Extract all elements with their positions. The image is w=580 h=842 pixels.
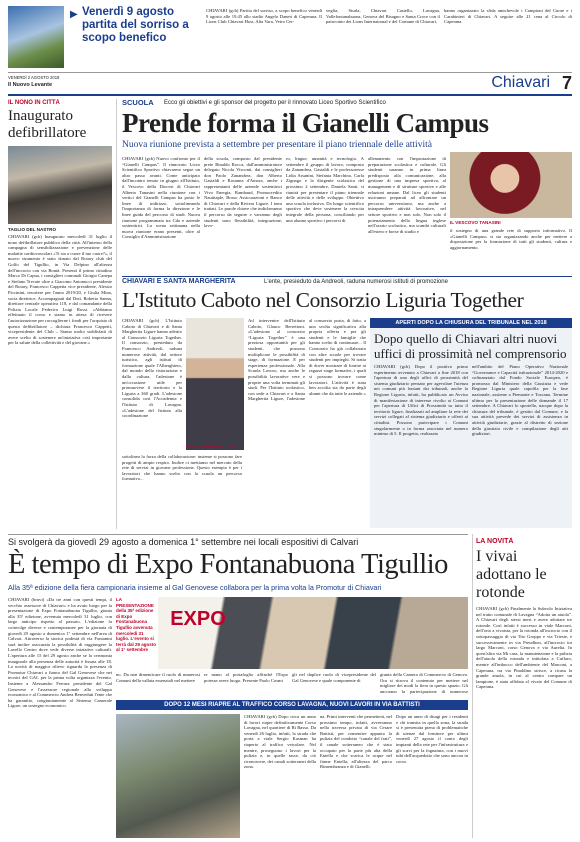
- masthead-rule: [8, 72, 572, 73]
- scuola-photo-caption: IL VESCOVO TANASINI: [450, 220, 501, 225]
- scuola-col5: il sostegno di una grande rete di supporto informativo. Il «Gianelli Campus» si sta organizzando anche per mettere a disposizione per la formazione di tutti gli studenti, cultura e aggiornamento.: [450, 228, 572, 250]
- cabot-band-main: CHIAVARI E SANTA MARGHERITA: [122, 278, 236, 285]
- scuola-tag: SCUOLA: [122, 98, 154, 107]
- teaser-headline: Venerdì 9 agosto partita del sorriso a scopo benefico: [82, 6, 189, 44]
- expo-col2: no. Da non dimenticare il ruolo di numerosi Comuni della vallata essenziali nel mettere: [116, 672, 200, 683]
- traffico-col3: Dopo un anno di disagi per i residenti e chi transita in quella zona, la strada si è presentata piena di problematiche di utenze dal fornitore per ultimi venerdì 27 agosto il conto degli impianti della rete per l'infrastruttura e gli scavi per la fognatura, con i nuovi tubi dell'acquedotto che sono ancora in corso.: [396, 714, 468, 764]
- sidebar-photo-caption: TAGLIO DEL NASTRO: [8, 227, 57, 232]
- teaser-col1: CHIAVARI (gcb) Partita del sorriso, a scopo benefico venerdì 9 agosto alle 19.45 allo stadio Angelo Daneri di Caperana. Il Lions Club Chiavari Host, Alta Vara, Vetro Cer-: [206, 8, 322, 25]
- expo-col4: gli nel duplice ruolo di vicepresidente del Gal Genovese e quale componente di: [292, 672, 376, 683]
- expo-col3: re mano al portafoglio affinché l'Expo potesse avere luogo. Presente Paolo Cosmi: [204, 672, 288, 683]
- traffico-col1: CHIAVARI (gcb) Dopo circa un anno di lavori riapre definitivamente Corso Lavagna, nel quartiere di Rì Basso. Da venerdì 26 luglio, infatti, la strada che porta a viale Sergio Kasman ha riaperto al traffico veicolare. Nel mentre, proseguono i lavori per la pulizia e, in quelle tasse, da ciò riconoscere, dei canali sotterranei della zona.: [244, 714, 316, 770]
- scuola-kicker: Ecco gli obiettivi e gli sponsor del progetto per il rinnovato Liceo Sportivo Scientifico: [164, 100, 386, 106]
- sidebar-body: CHIAVARI (gcb) Inaugurato mercoledì 31 luglio il nono defibrillatore pubblico della città. All'interno della campagna di sensibilizzazione e prevenzione delle malattie cardiovascolari «Ti sta a cuore il tuo cuore?», il nuovo strumento è stato donato dal Rotary club del Golfo del Tigullio, in Via Delpino all'altezza dell'incrocio con via Bontà. Presenti il primo cittadino Marco Di Capua, i consiglieri comunali Giorgio Canepa e Stefano Trecate oltre a Giacomo Antonucci presidente del Rotary, Francesco Cappetta vice presidente, Alessio Piccinini, tesoriere per l'anno 2019/20, e Giulia Mina, socia direttrice. Accompagnati dal Dott. Roberto Sanna, direttore centrale operativa 118, e dal comandante della Polizia Locale Federico Luigi Rossi. «Abbiamo effettuato il corso e siamo in attesa di ricevere l'autorizzazione per raccoglierne i fondi per l'acquisto di questo defibrillatore – dichiara Francesco Cappetti, vicepresidente del Club – Siamo molto soddisfatti di avere scelto di sostenere un'iniziativa così importante per la salute della collettività e del giovane.»: [8, 234, 112, 346]
- masthead-paper: Il Nuovo Levante: [8, 82, 53, 88]
- expo-photo-caption: LA PRESENTAZIONE della 35ª edizione di Expo Fontanabuona Tigullio avvenuta mercoledì 31 luglio. L'evento si terrà dal 29 agosto al 1° settembre: [116, 597, 156, 653]
- sidebar-photo: [8, 146, 112, 224]
- traffico-photo: [116, 714, 240, 838]
- scuola-col2: della scuola, composto dal presidente prete Rinaldo Rocca, dall'amministratore delegato Nicola Visconti, dai consiglieri don Paolo Zanandrea, don Alberto Gastaldi e Rosanna d'Amora, anche i rappresentanti delle aziende sostenitrici Vivo Energia, Rambaud, Promocredito Nautitaple, Bosso Assicurazioni e Banco di Chiavari e della Riviera Ligure. I temi trattati. Le parole chiave che indicheranno il percorso da seguire e varranno degli studenti sono flessibilità, integrazione, lavo-: [204, 156, 282, 229]
- box-uffici-band: APERTI DOPO LA CHIUSURA DEL TRIBUNALE NEL 2018: [370, 318, 572, 328]
- teaser-col3: hanno organizzato la sfida amichevole i Campioni del Cuore e i Carabinieri di Chiavari. A seguire alle 21 cena al Circolo di Caperana.: [444, 8, 572, 25]
- cabot-photo: [186, 318, 244, 450]
- expo-col5: giunta della Camera di Commercio di Genova. Ora si ritrova il contenuto per mettere nel migliore dei modi la fiera in questo spazio. Gli ancorano la partecipazione di numerose: [380, 672, 468, 694]
- traffico-band: DOPO 12 MESI RIAPRE AL TRAFFICO CORSO LAVAGNA, NUOVI LAVORI IN VIA BATTISTI: [116, 700, 468, 710]
- expo-kicker: Si svolgerà da giovedì 29 agosto a domenica 1° settembre nei locali espositivi di Calvari: [8, 537, 359, 547]
- teaser-arrow-icon: ▶: [70, 10, 78, 20]
- novita-tag: LA NOVITÀ: [476, 538, 514, 545]
- expo-logo: EXPO: [170, 608, 226, 630]
- cabot-band-kicker: L'ente, presieduto da Andreoli, raduna numerosi istituti di promozione: [264, 279, 448, 285]
- scuola-subtitle: Nuova riunione prevista a settembre per presentare il piano triennale delle attività: [122, 140, 432, 150]
- cabot-title: L'Istituto Caboto nel Consorzio Liguria Together: [122, 288, 524, 312]
- novita-divider: [472, 534, 473, 838]
- box-uffici-col2: nell'ambito del Piano Operativo Nazionale “Governance e Capacità istituzionale” 2014-2020 e cofinanziato dal Fondo Sociale Europeo, è promosso dal Ministero della Giustizia e vede Regione Liguria quale capofila per la fase nazionale, assieme a Piemonte e Toscana. Termine ultimo per la presentazione delle domande il 17 settembre. A Chiavari lo sportello, nacque dopo la chiusura del tribunale, è gestito dal Comune, e la sua attività prevede dei servizi di assistenza in attività giudiziarie, grazie al distretto di sezione della giustizia civile e compilazione degli atti giudiziari.: [472, 364, 568, 437]
- teaser-col2: veglia, Sturla, Chiavari Castello, Lavagna, Vallefontanabuona, Genova del Bisagno e Santa Croce con il patrocinio dei Lions International e del Comune di Chiavari,: [326, 8, 440, 25]
- scuola-title: Prende forma il Gianelli Campus: [122, 108, 489, 138]
- teaser-photo: [8, 6, 64, 68]
- cabot-col1: CHIAVARI (gcb) L'Istituto Caboto di Chiavari e di Santa Margherita Ligure hanno aderito al Consorzio Liguria Together. Il consorzio, presieduto da Francesco Andreoli, raduna numerose attività, dal settore turistico, agli istituti di formazione quale l'Alberghiero, dal mondo della ristorazione e dalla cultura, l'adesione è un'occasione utile per promuovere il territorio e la Liguria a 360 gradi. L'adesione consolida così l'Accademia e l'Istituto di Lavagna. «L'adesione del Istituto alla coordinazione: [122, 318, 182, 419]
- sidebar-title: Inaugurato defibrillatore: [8, 108, 87, 141]
- novita-body: CHIAVARI (gcb) Finalmente la Subvolo Iniziativa nel tratto comunale di Lavagna “Adotta un aiuola”. A Chiavari degli stessi mesi e avere adottare tre rotonde. Così infatti è successo in viale Marconi, dell'orto a vivaista, per la rotonda all'incrocio con il sottopassaggio di via Tito Groppo e via Trieste, e successivamente in via Preudhon, all'incrocio tra largo Marconi, corso Genova e via Aurelia. In quest'altra via Mi casa, la manutenzione e la pulizia dell'aiuola della rotonda e intitolata a Cuffaro, mentre all'imbocco dell'ambiente del Marconi, a Caperana, tra via Pinaldino strisce, a ricasa la grande aiuola, in cui al centro compare un lampione, è stata affidata al vivaio del Comune di Caperana.: [476, 606, 572, 690]
- cabot-col3: Ad intervenire dell'Istituto Caboto, Glauco Berrettoni. «L'adesione al consorzio “Liguria Together” è una preziosa opportunità per gli studenti, che possono moltiplicare le possibilità di stage, di formazione. E per esperienza professionale. Alla Scuola Lavoro, ma anche le possibilità lavorative vere e proprie una volta terminati gli studi. Per l'Istituto scolastico, con sede a Chiavari e a Santa Margherita Ligure, l'adesione al consorzio porta, di fatto, a una svolta significativa alla propria offerta e per gli studenti e le famiglie che hanno scelto di continuare... Il Consorzio ha già collaborato con altre scuole per trovare studenti per impieghi. Si tratta di dover mostrare di fornire ai ragazzi stage formativi, i quali si possono trovare come lavoratori. L'attività è stata ben accolta sia da parte degli alunni che da tutte le aziende.»: [248, 318, 366, 402]
- cabot-photo-caption: GLAUCO BERRETTONI: [186, 444, 235, 449]
- masthead-date: VENERDÌ 2 AGOSTO 2019: [8, 75, 60, 80]
- cabot-col2: sottolinea la forza della collaborazione: insieme si possono fare progetti di ampio respiro. Inoltre ci mettiamo nel mercato della rete di servizi in giovane professione. Questo esempio è per i lavoratori che hanno scelto con la scuola un percorso formativo...: [122, 454, 242, 482]
- page-number: 7: [561, 73, 572, 93]
- masthead-rule-bottom: [8, 94, 572, 96]
- box-uffici-col1: CHIAVARI (gcb) Dopo il positivo primo esperimento avvenuto a Chiavari a fine 2018 con l'apertura di uno degli uffici di prossimità del sistema giudiziario pensato per agevolare l'utenza nei comuni più lontani dai tribunali, anche la Regione Liguria, infatti, ha pubblicato un Avviso di manifestazione di interesse rivolto ai Comuni per l'apertura di Uffici di Prossimità su tutto il territorio ligure, finalizzati ad ampliare la rete dei servizi collegati al sistema giudiziario e offerti ai cittadini. Possono partecipare i Comuni singolarmente o in forma associata nel numero minimo di 5. Il progetto, realizzato: [374, 364, 468, 437]
- expo-rule: [8, 534, 468, 535]
- novita-title: I vivai adottano le rotonde: [476, 548, 547, 601]
- sidebar-kicker: IL NONO IN CITTÀ: [8, 100, 60, 106]
- expo-subtitle: Alla 35ª edizione della fiera campionaria insieme al Gal Genovese collabora per la prima volta la Promotur di Chiavari: [8, 583, 382, 592]
- section-title: Chiavari: [491, 74, 550, 91]
- expo-col1: CHIAVARI (bruvi) «Da tre anni con questi tempi, il vecchio assessore di Chiavari» e ha avuto luogo per la presentazione di Expo Fontanabuona Tigullio, giunta alla 35ª edizione, avvenuta mercoledì 31 luglio, con largo anticipo rispetto al passato. L'edizione fa coinvolge diverse e contemporanee per la giornata di giovedì 29 agosto a domenica 1° settembre nell'area di Calvari. Attraverso la storica podestà di via Fontanini sarà inoltre assicurata la possibilità di raggiungere la Lavello Centro dove vede diverse iniziative culturali. L'apertura alle 15 del 29 agosto anche se la cerimonia inaugurale alla presenza delle autorità è fissata alle 18. La novità di maggior rilievo riguarda la presenza di Promotur Chiavari a fianco del Gal Genovese che nei tecnici del GAL per la prima volta organizza l'evento. Insieme a Alessandro Ferrara presidente del Gal Genovese e l'assessore regionale allo sviluppo economico e al Commercio Andrea Benveduti l'ente che ha garantito, congiuntamente al Sistema Camerale Ligure, un sostegno economico.: [8, 597, 112, 709]
- scuola-col1: CHIAVARI (gcb) Nuovo confronto per il “Gianelli Campus”. Il rinnovato Liceo Scientifico Sportivo chiavarese segue un altro passo avanti. Come anticipato dall'incontro tenuto in giugno all'Istituto, il Vescovo della Diocesi di Chiavari Alberto Tanasini nella riunione con i vertici del Gianelli Campus ha posto le linee di indirizzo, sottolineando l'importanza di forma la direzione e le linee guida del percorso di studi. Nuova riunione programmata tra Cda e aziende sostenitrici. La scena settimana nella nuova riunione erano presenti, oltre al Consiglio d'Amministrazione: [122, 156, 200, 240]
- sidebar-divider: [116, 99, 117, 529]
- scuola-col3: ro, lingue, umanità e tecnologia. A settembre il gruppo di lavoro, composto da Zanandrea, Gastaldi e le professoresse Lidia Arsanini, Stefania Marchino, Carla Zignago e la dirigente scolastica del prossimo 2 settembre, Daniela Santi, si riunirà per presentare il piano triennale delle attività e delle sviluppo. Obiettivo una scuola inclusiva. Da lungo scientifico sportivo che deve sostenere la crescita integrale della persona, conciliando per una alunno sportivo i percorsi di: [286, 156, 364, 223]
- scuola-col4: allenamento con l'impostazione di preparazione scolastica e culturale. Gli studenti saranno in prima linea predisposto alla comunicazione, alla gestione di una impresa sportiva, al management e di strutture sportive e alle relazioni umane. Dal liceo gli studenti usciranno preparati ad affrontare un percorso universitario, ma anche a intraprendere attività lavorative, nel settore sportivo e non solo. Non solo il potenziamento della lingua inglese nell'orario scolastico, ma scambi culturali all'estero e borse di studio e: [368, 156, 446, 234]
- box-uffici-title: Dopo quello di Chiavari altri nuovi uffici di prossimità nel comprensorio: [374, 331, 567, 361]
- expo-title: È tempo di Expo Fontanabuona Tigullio: [8, 549, 448, 580]
- traffico-col2: na. Primi interventi che permetterà, nel prossimo tempo, infatti, avverranno nella traversa privata di via Cesare Battisti, per consentire appunto la pulizia del condotto “canale del frati”, il canale sotterraneo che è stato occupato per la parte più alta della Entella e che scarica le acque nel fiume Entella, all'altezza del parco Rimembranza e di Gianelli.: [320, 714, 392, 770]
- scuola-photo: [450, 152, 572, 218]
